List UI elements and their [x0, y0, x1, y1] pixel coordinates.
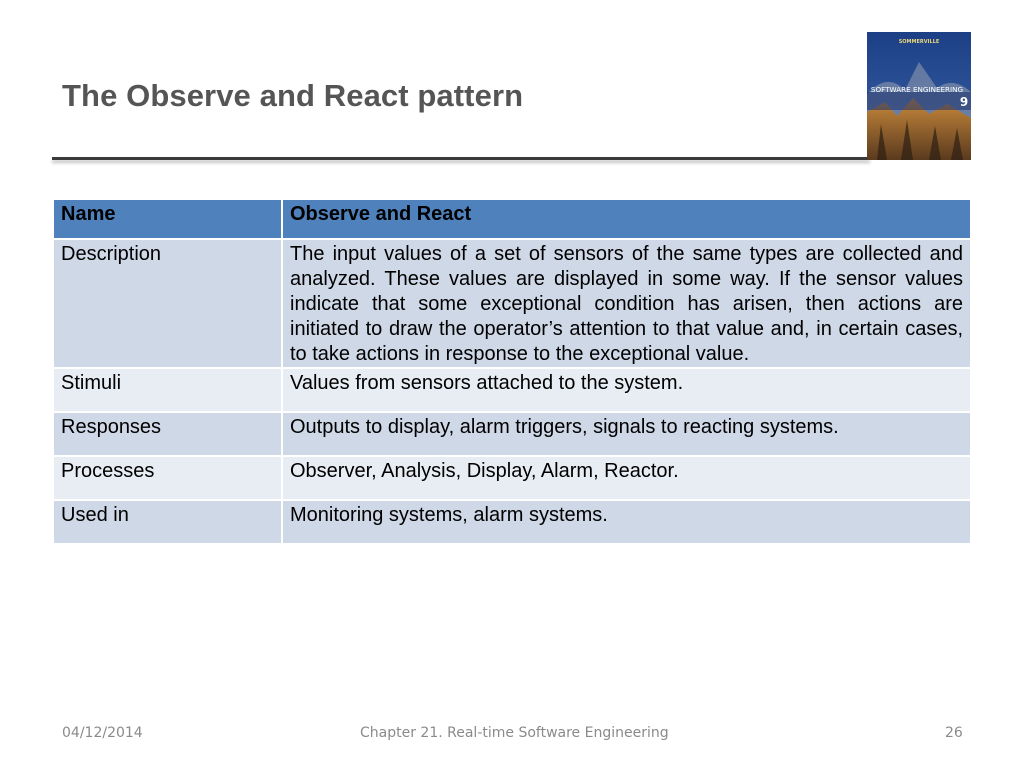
footer-date: 04/12/2014: [62, 725, 143, 741]
row-label: Processes: [53, 456, 282, 500]
table-header-row: [53, 199, 971, 239]
book-author: SOMMERVILLE: [898, 39, 940, 45]
book-cover-image: [867, 32, 971, 160]
row-label: Responses: [53, 412, 282, 456]
row-label: Description: [53, 239, 282, 368]
row-value: Monitoring systems, alarm systems.: [282, 500, 971, 544]
header-label: Name: [53, 199, 282, 239]
table-row: [53, 500, 971, 544]
row-value: Outputs to display, alarm triggers, signals to reacting systems.: [282, 412, 971, 456]
row-value: Values from sensors attached to the system.: [282, 368, 971, 412]
table-row: [53, 368, 971, 412]
row-value: The input values of a set of sensors of the same types are collected and analyzed. These values are displayed in some way. If the sensor values indicate that some exceptional condition has arisen, then actions are initiated to draw the operator’s attention to that value and, in certain cases, to take actions in response to the exceptional value.: [282, 239, 971, 368]
pattern-table: [52, 198, 972, 545]
table-row: [53, 456, 971, 500]
book-edition: 9: [959, 95, 969, 109]
slide-title: The Observe and React pattern: [62, 78, 524, 113]
row-value: Observer, Analysis, Display, Alarm, Reactor.: [282, 456, 971, 500]
book-title: SOFTWARE ENGINEERING: [870, 85, 964, 94]
header-value: Observe and React: [282, 199, 971, 239]
footer-page-number: 26: [945, 725, 963, 741]
row-label: Used in: [53, 500, 282, 544]
title-divider: [52, 157, 870, 160]
row-label: Stimuli: [53, 368, 282, 412]
table-row: [53, 412, 971, 456]
footer-chapter: Chapter 21. Real-time Software Engineering: [360, 725, 669, 741]
table-row: [53, 239, 971, 368]
